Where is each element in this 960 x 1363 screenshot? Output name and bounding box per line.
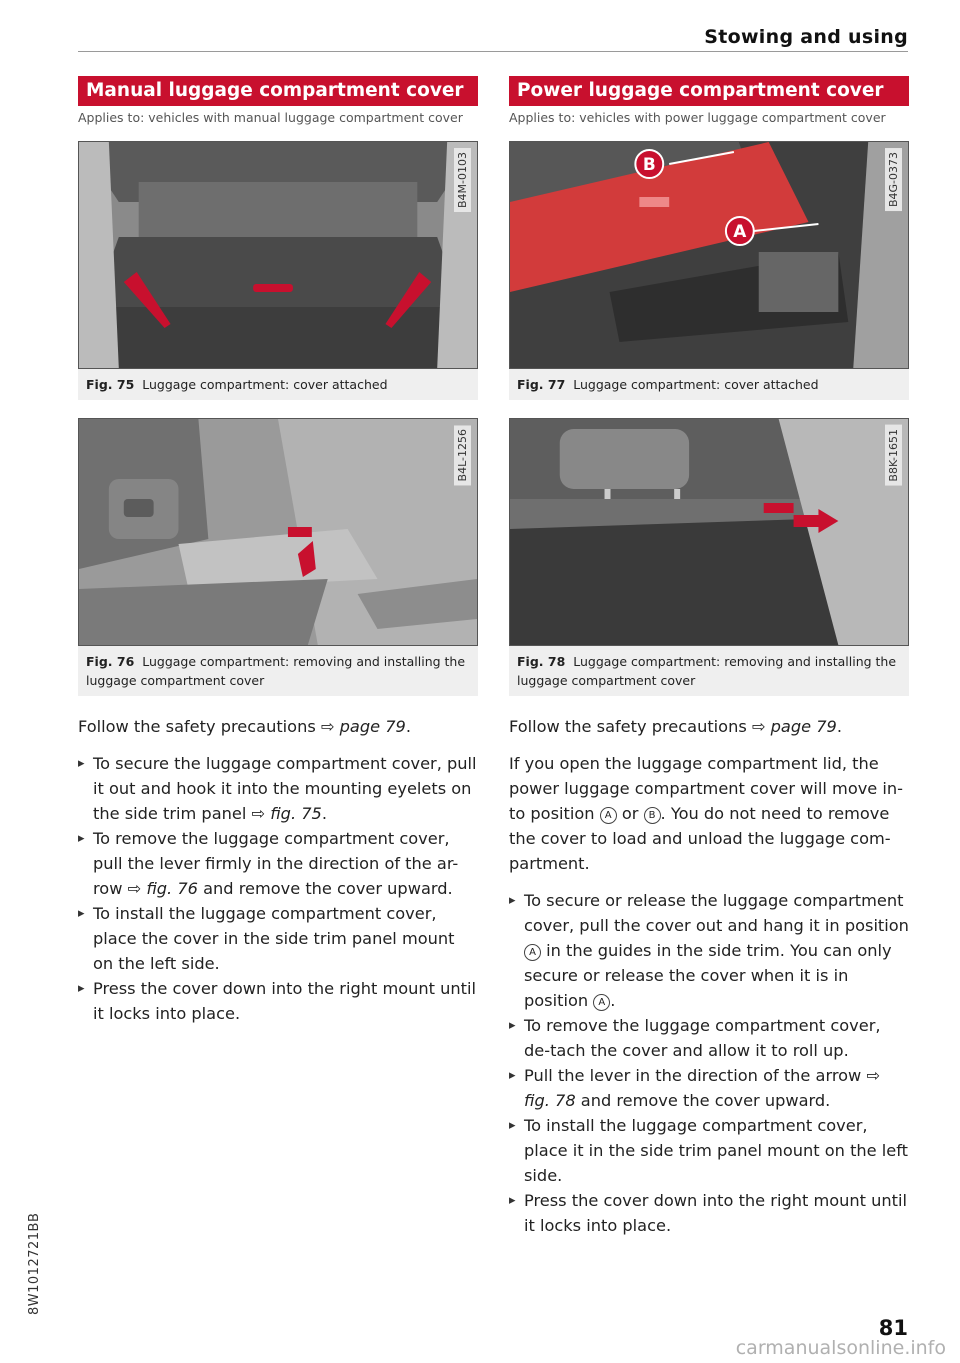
safety-page-link[interactable]: ⇨ page 79	[751, 717, 837, 736]
figure-78-code: B8K-1651	[885, 425, 902, 486]
figure-76-link[interactable]: ⇨ fig. 76	[127, 879, 198, 898]
list-item-tail: and remove the cover upward.	[575, 1091, 831, 1110]
figure-77-image	[509, 141, 909, 369]
instructions-list-power	[509, 888, 909, 1238]
document-code-text: 8W1012721BB	[27, 1212, 42, 1315]
list-item-tail: .	[321, 804, 328, 823]
list-item	[78, 901, 478, 976]
figure-78-number: Fig. 78	[517, 654, 566, 669]
list-item	[78, 751, 478, 826]
list-item-text: Press the cover down into the right mount until it locks into place.	[93, 979, 477, 1023]
position-text: If you open the luggage compartment lid, the power luggage compartment cover will move in-to position	[509, 754, 904, 823]
figure-77-caption-text: Luggage compartment: cover attached	[573, 377, 819, 392]
figure-75-photo	[79, 142, 477, 368]
section-title-power: Power luggage compartment cover	[509, 76, 909, 106]
list-item-text: To remove the luggage compartment cover, pull the lever firmly in the direction of the ar-row	[93, 829, 459, 898]
figure-76-image	[78, 418, 478, 646]
figure-77-number: Fig. 77	[517, 377, 566, 392]
list-item-text: To install the luggage compartment cover, place the cover in the side trim panel mount on the left side.	[93, 904, 455, 973]
section-title-manual: Manual luggage compartment cover	[78, 76, 478, 106]
figure-77-caption	[509, 369, 909, 400]
list-item	[78, 976, 478, 1026]
figure-76-number: Fig. 76	[86, 654, 135, 669]
list-item-tail: .	[610, 991, 616, 1010]
list-item-text: in the guides in the side trim. You can only secure or release the cover when it is in position	[524, 941, 892, 1010]
applies-note-power: Applies to: vehicles with power luggage compartment cover	[509, 110, 886, 125]
position-text-end: . You do not need to remove the cover to load and unload the luggage com-partment.	[509, 804, 891, 873]
safety-note-text: Follow the safety precautions	[509, 717, 747, 736]
figure-75-code: B4M-0103	[454, 148, 471, 212]
figure-75	[78, 141, 478, 400]
figure-75-link[interactable]: ⇨ fig. 75	[251, 804, 322, 823]
position-a-badge: A	[600, 807, 617, 824]
figure-76	[78, 418, 478, 696]
position-a-badge: A	[593, 994, 610, 1011]
right-column	[509, 76, 909, 1238]
safety-note-power: Follow the safety precautions ⇨ page 79.	[509, 717, 842, 736]
applies-note-manual: Applies to: vehicles with manual luggage compartment cover	[78, 110, 463, 125]
figure-77-photo	[510, 142, 908, 368]
figure-78-caption	[509, 646, 909, 696]
position-b-badge: B	[644, 807, 661, 824]
callout-b-label: B	[642, 153, 656, 175]
figure-75-image	[78, 141, 478, 369]
document-code	[22, 1180, 42, 1315]
figure-76-caption	[78, 646, 478, 696]
list-item-text: To remove the luggage compartment cover, de-tach the cover and allow it to roll up.	[524, 1016, 881, 1060]
callout-a-label: A	[733, 220, 747, 242]
figure-75-caption-text: Luggage compartment: cover attached	[142, 377, 388, 392]
list-item	[509, 1013, 909, 1063]
figure-77-code: B4G-0373	[885, 148, 902, 211]
list-item	[78, 826, 478, 901]
list-item-text: Pull the lever in the direction of the arrow	[524, 1066, 862, 1085]
list-item	[509, 888, 909, 1013]
figure-76-photo	[79, 419, 477, 645]
figure-77	[509, 141, 909, 400]
list-item-text: Press the cover down into the right mount until it locks into place.	[524, 1191, 908, 1235]
running-header: Stowing and using	[704, 26, 908, 48]
figure-75-number: Fig. 75	[86, 377, 135, 392]
figure-78-link[interactable]: ⇨ fig. 78	[524, 1066, 881, 1110]
safety-note-manual: Follow the safety precautions ⇨ page 79.	[78, 717, 411, 736]
figure-76-caption-text: Luggage compartment: removing and installing the luggage compartment cover	[86, 654, 466, 688]
figure-75-caption	[78, 369, 478, 400]
figure-78-image	[509, 418, 909, 646]
safety-page-link[interactable]: ⇨ page 79	[320, 717, 406, 736]
safety-note-text: Follow the safety precautions	[78, 717, 316, 736]
list-item-text: To secure or release the luggage compartment cover, pull the cover out and hang it in position	[524, 891, 909, 935]
left-column	[78, 76, 478, 1026]
figure-76-code: B4L-1256	[454, 425, 471, 485]
watermark: carmanualsonline.info	[735, 1337, 946, 1359]
list-item-text: To secure the luggage compartment cover, pull it out and hook it into the mounting eyelets on the side trim panel	[93, 754, 477, 823]
list-item	[509, 1063, 909, 1113]
position-paragraph	[509, 751, 909, 876]
list-item-tail: and remove the cover upward.	[197, 879, 453, 898]
list-item-text: To install the luggage compartment cover, place it in the side trim panel mount on the left side.	[524, 1116, 909, 1185]
position-a-badge: A	[524, 944, 541, 961]
figure-78-photo	[510, 419, 908, 645]
list-item	[509, 1113, 909, 1188]
figure-78	[509, 418, 909, 696]
position-or: or	[621, 804, 639, 823]
page-number: 81	[878, 1316, 908, 1340]
figure-78-caption-text: Luggage compartment: removing and installing the luggage compartment cover	[517, 654, 897, 688]
header-divider	[78, 51, 908, 52]
instructions-list-manual	[78, 751, 478, 1026]
list-item	[509, 1188, 909, 1238]
